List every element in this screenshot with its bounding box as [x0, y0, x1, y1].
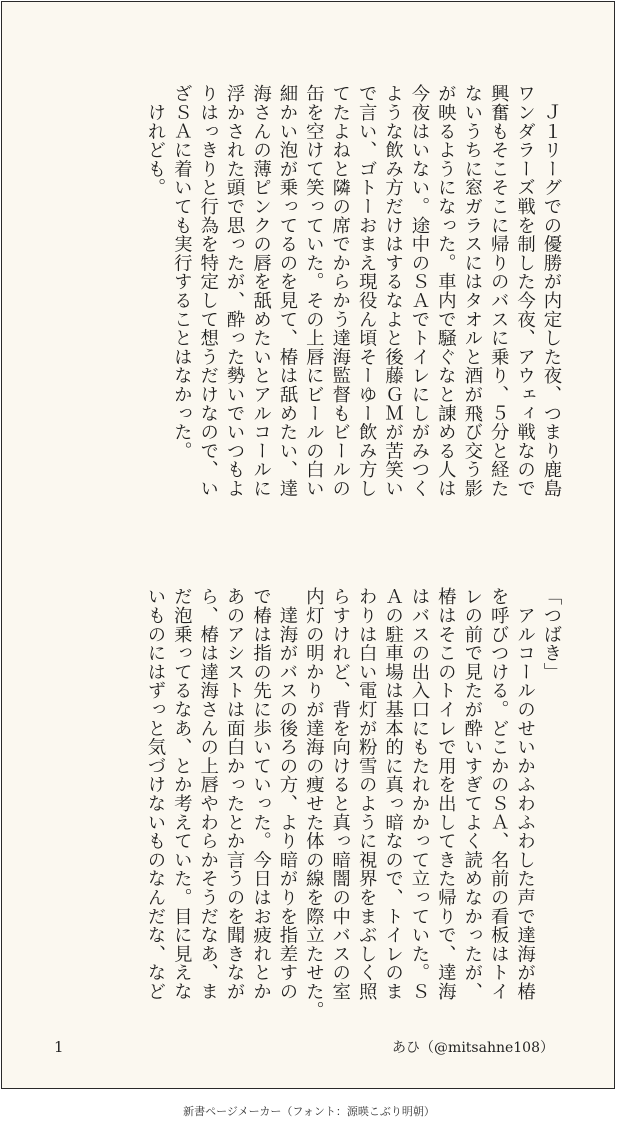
- generator-credit: 新書ページメーカー（フォント：源暎こぶり明朝）: [183, 1105, 435, 1118]
- body-text-lower: 「つばき」 アルコールのせいかふわふわした声で達海が椿 を呼びつける。どこかのＳＡ、名前の看板はトイ レの前で見たが酔いすぎてよく読めなかったが、 椿はそこのトイレで用を出してきた帰りで、達海 はバスの出入口にもたれかかって立っていた。Ｓ Ａの駐車場は基本的に真っ暗なので、トイレのま わりは白い電灯が粉雪のように視界をまぶしく照 らすけれど、背を向けると真っ暗闇の中バスの室 内灯の明かりが達海の痩せた体の線を際立たせた。 達海がバスの後ろの方、より暗がりを指差すの で椿は指の先に歩いていった。今日はお疲れとか あのアシストは面白かったとか言うのを聞きなが ら、椿は達海さんの上唇やわらかそうだなあ、ま だ泡乗ってるなあ、とか考えていた。目に見えな いものにはずっと気づけないものなんだな、など: [144, 587, 562, 1020]
- book-page: [1, 1, 615, 1089]
- body-text-upper: Ｊ１リーグでの優勝が内定した夜、つまり鹿島 ワンダラーズ戦を制した今夜、アウェィ戦なので 興奮もそこそこに帰りのバスに乗り、５分と経た ないうちに窓ガラスにはタオルと酒が飛び交う影 が映るようになった。車内で騒ぐなと諌める人は 今夜はいない。途中のＳＡでトイレにしがみつく ような飲み方だけはするなよと後藤ＧＭが苦笑い で言い、ゴトーおまえ現役ん頃そーゆー飲み方し てたよねと隣の席でからかう達海監督もビールの 缶を空けて笑っていた。その上唇にビールの白い 細かい泡が乗ってるのを見て、椿は舐めたい、達 海さんの薄ピンクの唇を舐めたいとアルコールに 浮かされた頭で思ったが、酔った勢いでいつもよ りはっきりと行為を特定して想うだけなので、い ざＳＡに着いても実行することはなかった。 けれども。: [144, 84, 562, 498]
- author-credit: あひ（@mitsahne108）: [392, 1040, 554, 1056]
- page-number: 1: [54, 1038, 64, 1056]
